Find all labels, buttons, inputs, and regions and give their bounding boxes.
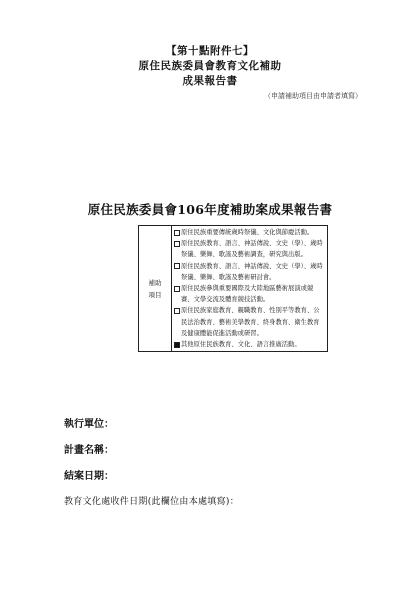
- executing-unit-field[interactable]: 執行單位：: [64, 419, 114, 430]
- applicant-note: （申請補助項目由申請者填寫）: [264, 92, 362, 100]
- checkbox-icon[interactable]: [174, 286, 180, 292]
- receipt-date-field: 教育文化處收件日期(此欄位由本處填寫)：: [64, 497, 240, 507]
- checkbox-icon[interactable]: [174, 263, 180, 269]
- category-item: 其他原住民族教育、文化、語言推廣活動。: [174, 339, 324, 350]
- report-title: 成果報告書: [182, 75, 238, 87]
- org-title: 原住民族委員會教育文化補助: [138, 60, 282, 72]
- report-fields: [64, 418, 114, 496]
- document-header: [0, 44, 420, 89]
- checkbox-icon[interactable]: [174, 241, 180, 247]
- category-list: [172, 226, 328, 352]
- main-title: 原住民族委員會106年度補助案成果報告書: [87, 202, 333, 217]
- category-item: 原住民族家庭教育、親職教育、性別平等教育、公民法治教育、藝術美學教育、終身教育、衛生教育及健康體能促進活動或研習。: [174, 305, 324, 339]
- checkbox-icon[interactable]: [174, 230, 180, 236]
- category-item: 原住民族教育、語言、神話傳說、文史（學）、歲時祭儀、樂舞、歌謠及藝術調查，研究與出版。: [174, 238, 324, 260]
- subsidy-category-table: [138, 225, 328, 352]
- completion-date-field[interactable]: 結案日期：: [64, 471, 114, 482]
- plan-name-field[interactable]: 計畫名稱：: [64, 445, 114, 456]
- category-item: 原住民族教育、語言、神話傳說、文史（學）、歲時祭儀、樂舞、歌謠及藝術研討會。: [174, 261, 324, 283]
- annex-label: 【第十點附件七】: [166, 45, 254, 57]
- checkbox-checked-icon[interactable]: [174, 342, 180, 348]
- category-item: 原住民族參與重要國際及大陸地區藝術展演或競賽、文學交流及體育競技活動。: [174, 283, 324, 305]
- subsidy-item-label: 補助 項目: [139, 226, 172, 352]
- category-item: 原住民族重要傳統歲時祭儀、文化與節慶活動。: [174, 227, 324, 238]
- checkbox-icon[interactable]: [174, 308, 180, 314]
